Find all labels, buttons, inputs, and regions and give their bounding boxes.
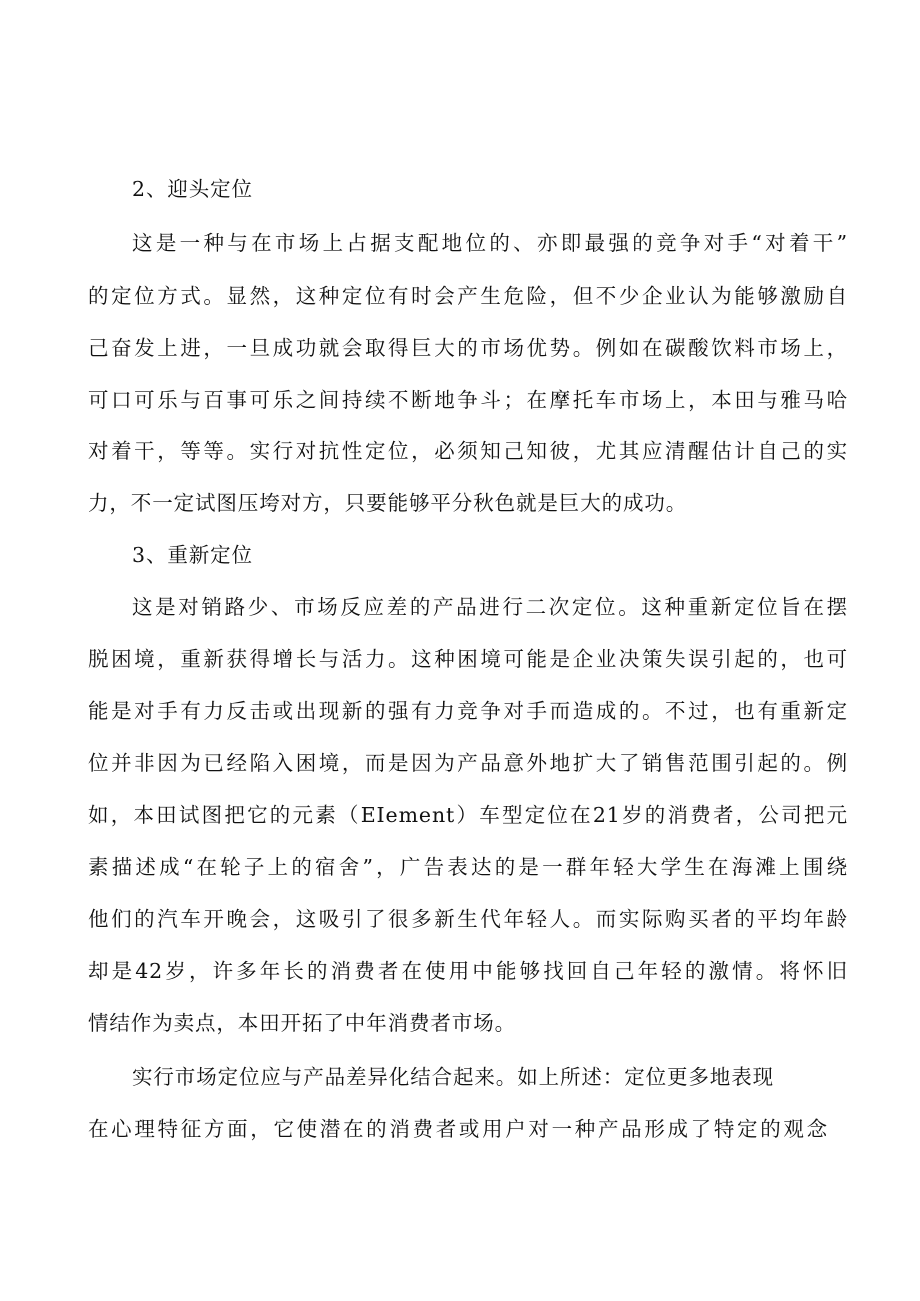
paragraph-line: 这是对销路少、市场反应差的产品进行二次定位。这种重新定位旨在摆 bbox=[132, 595, 848, 619]
paragraph-line: 可口可乐与百事可乐之间持续不断地争斗；在摩托车市场上，本田与雅马哈 bbox=[88, 388, 848, 412]
paragraph-line: 他们的汽车开晚会，这吸引了很多新生代年轻人。而实际购买者的平均年龄 bbox=[88, 907, 848, 931]
paragraph-line: 脱困境，重新获得增长与活力。这种困境可能是企业决策失误引起的，也可 bbox=[88, 647, 848, 671]
paragraph-line: 却是42岁，许多年长的消费者在使用中能够找回自己年轻的激情。将怀旧 bbox=[88, 959, 848, 983]
paragraph-line: 能是对手有力反击或出现新的强有力竞争对手而造成的。不过，也有重新定 bbox=[88, 699, 848, 723]
paragraph-line: 在心理特征方面，它使潜在的消费者或用户对一种产品形成了特定的观念 bbox=[88, 1117, 828, 1141]
paragraph-line: 位并非因为已经陷入困境，而是因为产品意外地扩大了销售范围引起的。例 bbox=[88, 751, 848, 775]
paragraph-line: 的定位方式。显然，这种定位有时会产生危险，但不少企业认为能够激励自 bbox=[88, 284, 848, 308]
section-heading: 3、重新定位 bbox=[132, 543, 253, 567]
paragraph-line: 如，本田试图把它的元素（EIement）车型定位在21岁的消费者，公司把元 bbox=[88, 803, 848, 827]
paragraph-line: 情结作为卖点，本田开拓了中年消费者市场。 bbox=[88, 1011, 516, 1035]
paragraph-line: 素描述成“在轮子上的宿舍”，广告表达的是一群年轻大学生在海滩上围绕 bbox=[88, 855, 848, 879]
paragraph-line: 对着干，等等。实行对抗性定位，必须知己知彼，尤其应清醒估计自己的实 bbox=[88, 439, 848, 463]
paragraph-line: 这是一种与在市场上占据支配地位的、亦即最强的竞争对手“对着干” bbox=[132, 231, 848, 255]
paragraph-line: 己奋发上进，一旦成功就会取得巨大的市场优势。例如在碳酸饮料市场上， bbox=[88, 336, 848, 360]
paragraph-line: 力，不一定试图压垮对方，只要能够平分秋色就是巨大的成功。 bbox=[88, 491, 688, 515]
section-heading: 2、迎头定位 bbox=[132, 177, 253, 201]
paragraph-line: 实行市场定位应与产品差异化结合起来。如上所述：定位更多地表现 bbox=[132, 1065, 774, 1089]
